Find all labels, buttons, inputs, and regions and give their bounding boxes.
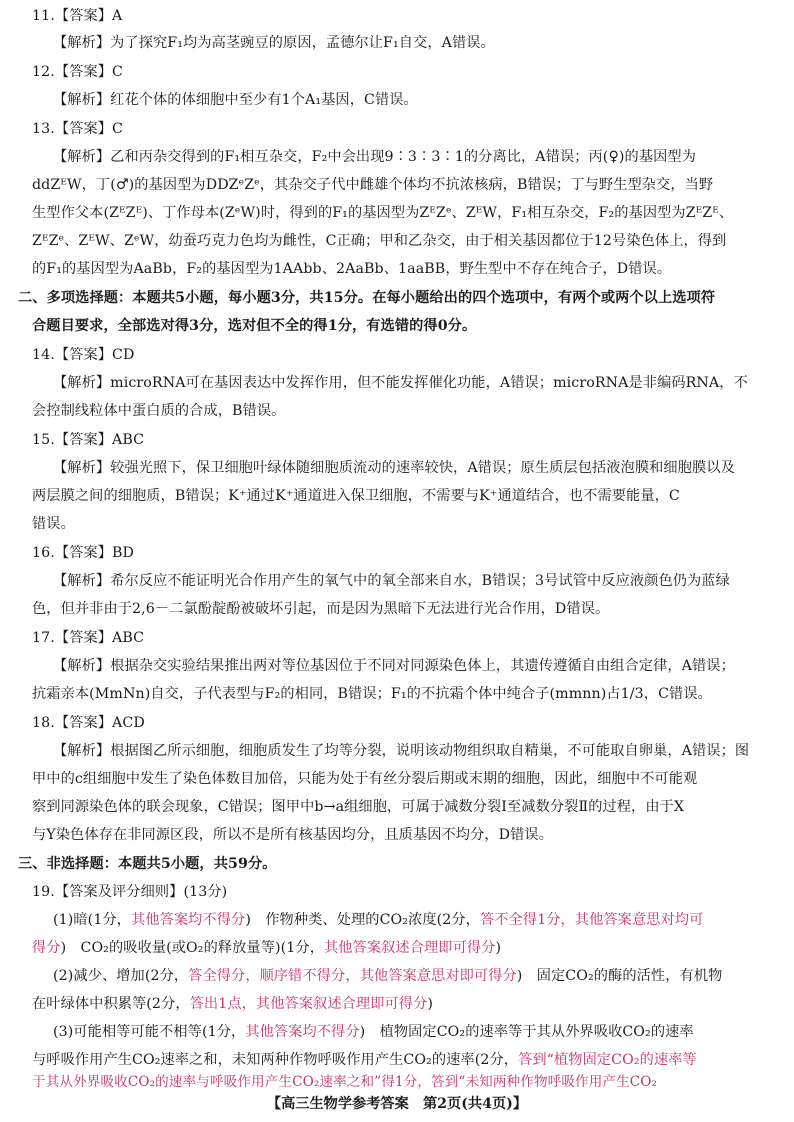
- scoring-note: 答到“植物固定CO₂的速率等: [518, 1052, 697, 1068]
- q19-part1-line-2: [32, 935, 772, 961]
- scoring-note: 得分: [32, 940, 61, 956]
- scoring-note: 答出1点，其他答案叙述合理即可得分: [189, 996, 428, 1012]
- section-3-heading: 三、非选择题：本题共5小题，共59分。: [18, 856, 277, 872]
- q16-analysis-line-2: 色，但并非由于2,6－二氯酚靛酚被破坏引起，而是因为黑暗下无法进行光合作用，D错误。: [32, 601, 610, 617]
- q18-analysis-line-2: 甲中的c组细胞中发生了染色体数目加倍，只能为处于有丝分裂后期或末期的细胞，因此，细胞中不可能观: [32, 771, 698, 787]
- q14-answer: 14.【答案】CD: [32, 347, 135, 363]
- text: (2)减少、增加(2分，: [53, 968, 189, 984]
- q18-answer: 18.【答案】ACD: [32, 715, 145, 731]
- text: (3)可能相等可能不相等(1分，: [53, 1024, 246, 1040]
- q15-answer: 15.【答案】ABC: [32, 432, 145, 448]
- scoring-note: 其他答案均不得分: [131, 912, 246, 928]
- q17-analysis-line-2: 抗霜亲本(MmNn)自交，子代表型与F₂的相同，B错误；F₁的不抗霜个体中纯合子(mmnn)占1/3，C错误。: [32, 686, 712, 702]
- q16-answer: 16.【答案】BD: [32, 545, 135, 561]
- q13-analysis-line-1: 【解析】乙和丙杂交得到的F₁相互杂交，F₂中会出现9∶3∶3∶1的分离比，A错误；丙(♀)的基因型为: [53, 149, 696, 165]
- q14-analysis-line-2: 会控制线粒体中蛋白质的合成，B错误。: [32, 403, 286, 419]
- section-2-heading: 二、多项选择题：本题共5小题，每小题3分，共15分。在每小题给出的四个选项中，有两个或两个以上选项符: [18, 290, 716, 306]
- q13-answer: 13.【答案】C: [32, 121, 123, 137]
- q19-part1-line-1: [53, 907, 772, 933]
- q19-part2-line-1: [53, 963, 772, 989]
- q12-answer: 12.【答案】C: [32, 64, 123, 80]
- q18-analysis-line-4: 与Y染色体存在非同源区段，所以不是所有核基因均分，且质基因不均分，D错误。: [32, 827, 554, 843]
- scoring-note: 答不全得1分，其他答案意思对均可: [479, 912, 704, 928]
- q18-analysis-line-3: 察到同源染色体的联会现象，C错误；图甲中b→a组细胞，可属于减数分裂Ⅰ至减数分裂Ⅱ的过程，由于X: [32, 799, 685, 815]
- page-footer: 【高三生物学参考答案 第2页(共4页)】: [266, 1096, 528, 1112]
- text: ) 作物种类、处理的CO₂浓度(2分，: [245, 912, 480, 928]
- q17-answer: 17.【答案】ABC: [32, 630, 145, 646]
- q11-analysis: 【解析】为了探究F₁均为高茎豌豆的原因，孟德尔让F₁自交，A错误。: [53, 35, 495, 51]
- q15-analysis-line-3: 错误。: [32, 516, 75, 532]
- q14-analysis-line-1: 【解析】microRNA可在基因表达中发挥作用，但不能发挥催化功能，A错误；microRNA是非编码RNA，不: [53, 375, 748, 391]
- scoring-note: 答全得分，顺序错不得分，其他答案意思对即可得分: [188, 968, 517, 984]
- text: 与呼吸作用产生CO₂速率之和，未知两种作物呼吸作用产生CO₂的速率(2分，: [32, 1052, 519, 1068]
- section-2-heading-line-2: 合题目要求，全部选对得3分，选对但不全的得1分，有选错的得0分。: [32, 318, 477, 334]
- text: ): [495, 940, 502, 956]
- text: ) CO₂的吸收量(或O₂的释放量等)(1分，: [60, 940, 324, 956]
- q11-answer: 11.【答案】A: [32, 8, 123, 24]
- q13-analysis-line-2: ddZᴱW，丁(♂)的基因型为DDZᵉZᵉ，其杂交子代中雌雄个体均不抗浓核病，B错误；丁与野生型杂交，当野: [32, 177, 714, 193]
- text: ): [427, 996, 434, 1012]
- q17-analysis-line-1: 【解析】根据杂交实验结果推出两对等位基因位于不同对同源染色体上，其遗传遵循自由组合定律，A错误；: [53, 658, 735, 674]
- scoring-note: 其他答案叙述合理即可得分: [323, 940, 496, 956]
- scoring-note: 其他答案均不得分: [245, 1024, 360, 1040]
- q18-analysis-line-1: 【解析】根据图乙所示细胞，细胞质发生了均等分裂，说明该动物组织取自精巢，不可能取自卵巢，A错误；图: [53, 743, 750, 759]
- text: (1)暗(1分，: [53, 912, 132, 928]
- q19-part2-line-2: [32, 991, 772, 1017]
- q13-analysis-line-3: 生型作父本(ZᴱZᴱ)、丁作母本(ZᵉW)时，得到的F₁的基因型为ZᴱZᵉ、ZᴱW，F₁相互杂交，F₂的基因型为ZᴱZᴱ、: [32, 205, 734, 221]
- q12-analysis: 【解析】红花个体的体细胞中至少有1个A₁基因，C错误。: [53, 92, 418, 108]
- text: 在叶绿体中积累等(2分，: [32, 996, 190, 1012]
- q15-analysis-line-2: 两层膜之间的细胞质，B错误；K⁺通过K⁺通道进入保卫细胞，不需要与K⁺通道结合，也不需要能量，C: [32, 488, 680, 504]
- q13-analysis-line-4: ZᴱZᵉ、ZᴱW、ZᵉW，幼蚕巧克力色均为雌性，C正确；甲和乙杂交，由于相关基因都位于12号染色体上，得到: [32, 233, 727, 249]
- text: ) 植物固定CO₂的速率等于其从外界吸收CO₂的速率: [359, 1024, 694, 1040]
- scoring-note: 于其从外界吸收CO₂的速率与呼吸作用产生CO₂速率之和”得1分，答到“未知两种作物呼吸作用产生CO₂: [32, 1074, 658, 1090]
- q19-part3-line-1: [53, 1019, 772, 1045]
- q13-analysis-line-5: 的F₁的基因型为AaBb，F₂的基因型为1AAbb、2AaBb、1aaBB，野生型中不存在纯合子，D错误。: [32, 261, 672, 277]
- text: ) 固定CO₂的酶的活性，有机物: [516, 968, 723, 984]
- q16-analysis-line-1: 【解析】希尔反应不能证明光合作用产生的氧气中的氧全部来自水，B错误；3号试管中反应液颜色仍为蓝绿: [53, 573, 730, 589]
- q19-heading: 19.【答案及评分细则】(13分): [32, 884, 228, 900]
- q15-analysis-line-1: 【解析】较强光照下，保卫细胞叶绿体随细胞质流动的速率较快，A错误；原生质层包括液泡膜和细胞膜以及: [53, 460, 735, 476]
